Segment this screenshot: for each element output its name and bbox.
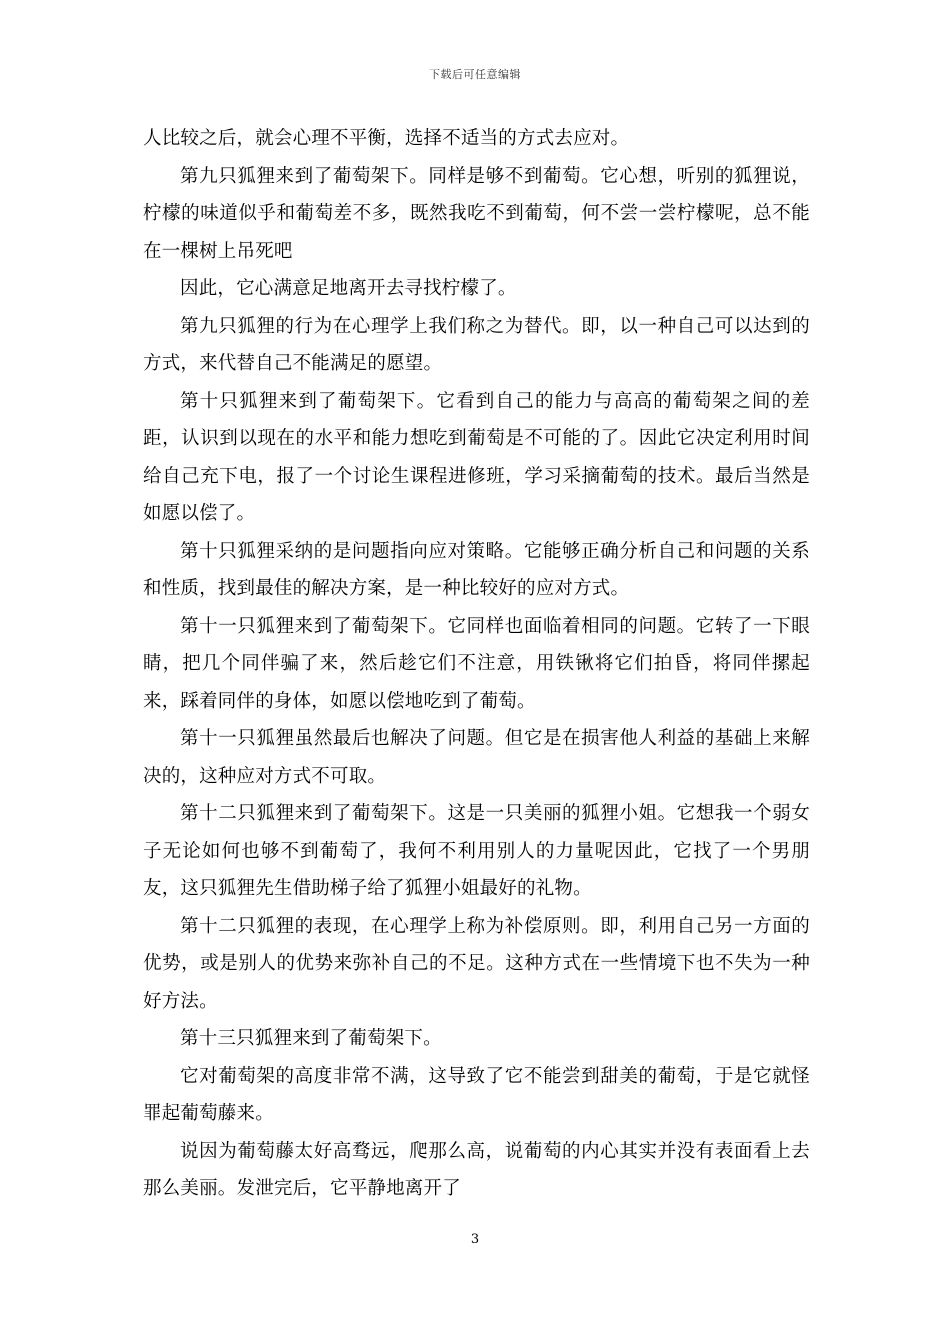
paragraph: 它对葡萄架的高度非常不满，这导致了它不能尝到甜美的葡萄，于是它就怪罪起葡萄藤来。 [143, 1065, 810, 1124]
paragraph: 第九只狐狸来到了葡萄架下。同样是够不到葡萄。它心想，听别的狐狸说，柠檬的味道似乎和葡萄差不多，既然我吃不到葡萄，何不尝一尝柠檬呢，总不能在一棵树上吊死吧 [143, 165, 810, 262]
paragraph: 第九只狐狸的行为在心理学上我们称之为替代。即，以一种自己可以达到的方式，来代替自己不能满足的愿望。 [143, 315, 810, 374]
paragraph: 说因为葡萄藤太好高骛远，爬那么高，说葡萄的内心其实并没有表面看上去那么美丽。发泄完后，它平静地离开了 [143, 1140, 810, 1199]
page-header: 下载后可任意编辑 [429, 68, 521, 81]
document-body [143, 120, 810, 1208]
paragraph: 第十一只狐狸来到了葡萄架下。它同样也面临着相同的问题。它转了一下眼睛，把几个同伴骗了来，然后趁它们不注意，用铁锹将它们拍昏，将同伴摞起来，踩着同伴的身体，如愿以偿地吃到了葡萄。 [143, 615, 810, 712]
paragraph: 第十二只狐狸的表现，在心理学上称为补偿原则。即，利用自己另一方面的优势，或是别人的优势来弥补自己的不足。这种方式在一些情境下也不失为一种好方法。 [143, 915, 810, 1012]
paragraph: 第十只狐狸采纳的是问题指向应对策略。它能够正确分析自己和问题的关系和性质，找到最佳的解决方案，是一种比较好的应对方式。 [143, 540, 810, 599]
paragraph: 第十三只狐狸来到了葡萄架下。 [180, 1028, 442, 1049]
page-number: 3 [470, 1232, 480, 1247]
paragraph-continuation: 人比较之后，就会心理不平衡，选择不适当的方式去应对。 [143, 128, 630, 149]
paragraph: 第十只狐狸来到了葡萄架下。它看到自己的能力与高高的葡萄架之间的差距，认识到以现在的水平和能力想吃到葡萄是不可能的了。因此它决定利用时间给自己充下电，报了一个讨论生课程进修班，学习采摘葡萄的技术。最后当然是如愿以偿了。 [143, 390, 810, 524]
paragraph: 因此，它心满意足地离开去寻找柠檬了。 [180, 278, 517, 299]
paragraph: 第十二只狐狸来到了葡萄架下。这是一只美丽的狐狸小姐。它想我一个弱女子无论如何也够不到葡萄了，我何不利用别人的力量呢因此，它找了一个男朋友，这只狐狸先生借助梯子给了狐狸小姐最好的礼物。 [143, 803, 810, 899]
paragraph: 第十一只狐狸虽然最后也解决了问题。但它是在损害他人利益的基础上来解决的，这种应对方式不可取。 [143, 728, 810, 787]
